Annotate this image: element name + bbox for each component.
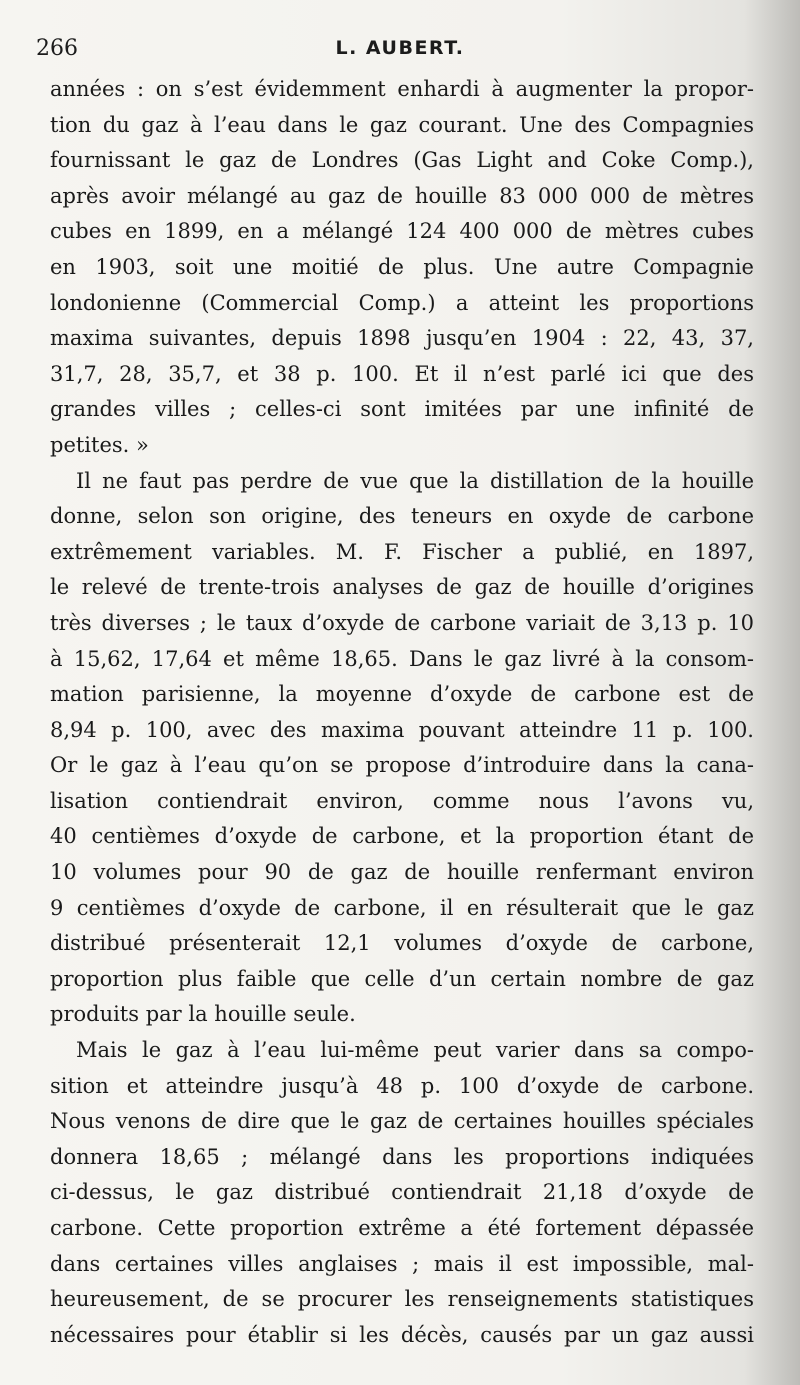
text-line: 9 centièmes d’oxyde de carbone, il en résulterait que le gaz (50, 895, 754, 920)
text-line: fournissant le gaz de Londres (Gas Light and Coke Comp.), (50, 148, 754, 173)
text-line: le relevé de trente-trois analyses de gaz de houille d’origines (50, 575, 754, 600)
page-number: 266 (36, 36, 78, 61)
text-line: nécessaires pour établir si les décès, causés par un gaz aussi (50, 1322, 754, 1347)
text-line: après avoir mélangé au gaz de houille 83 000 000 de mètres (50, 183, 754, 208)
text-line: lisation contiendrait environ, comme nous l’avons vu, (50, 788, 754, 813)
text-line: en 1903, soit une moitié de plus. Une autre Compagnie (50, 254, 754, 279)
text-line: maxima suivantes, depuis 1898 jusqu’en 1904 : 22, 43, 37, (50, 326, 754, 351)
text-line: 40 centièmes d’oxyde de carbone, et la proportion étant de (50, 824, 754, 849)
text-line: Il ne faut pas perdre de vue que la distillation de la houille (76, 468, 754, 493)
text-line: ci-dessus, le gaz distribué contiendrait 21,18 d’oxyde de (50, 1180, 754, 1205)
text-line: proportion plus faible que celle d’un certain nombre de gaz (50, 966, 754, 991)
text-line: Nous venons de dire que le gaz de certaines houilles spéciales (50, 1109, 754, 1134)
text-line: dans certaines villes anglaises ; mais il est impossible, mal- (50, 1251, 754, 1276)
text-line: années : on s’est évidemment enhardi à augmenter la propor- (50, 77, 754, 101)
text-line: londonienne (Commercial Comp.) a atteint les proportions (50, 290, 754, 315)
text-line: extrêmement variables. M. F. Fischer a publié, en 1897, (50, 539, 754, 564)
text-line: tion du gaz à l’eau dans le gaz courant. Une des Compagnies (50, 112, 754, 137)
text-line: 10 volumes pour 90 de gaz de houille renfermant environ (50, 860, 754, 885)
text-line: distribué présenterait 12,1 volumes d’oxyde de carbone, (50, 931, 754, 956)
text-line: petites. » (50, 432, 149, 457)
text-line: grandes villes ; celles-ci sont imitées par une infinité de (50, 397, 754, 422)
text-line: donne, selon son origine, des teneurs en oxyde de carbone (50, 504, 754, 529)
text-line: Or le gaz à l’eau qu’on se propose d’introduire dans la cana- (50, 753, 754, 778)
text-line: donnera 18,65 ; mélangé dans les proportions indiquées (50, 1144, 754, 1169)
text-line: 8,94 p. 100, avec des maxima pouvant atteindre 11 p. 100. (50, 717, 754, 742)
text-line: Mais le gaz à l’eau lui-même peut varier dans sa compo- (76, 1038, 754, 1063)
page-header (36, 36, 736, 66)
body-text (50, 72, 754, 1353)
text-line: 31,7, 28, 35,7, et 38 p. 100. Et il n’est parlé ici que des (50, 361, 754, 386)
text-line: carbone. Cette proportion extrême a été fortement dépassée (50, 1216, 754, 1240)
text-line: heureusement, de se procurer les renseignements statistiques (50, 1287, 754, 1312)
text-line: très diverses ; le taux d’oxyde de carbone variait de 3,13 p. 10 (50, 610, 754, 635)
text-line: cubes en 1899, en a mélangé 124 400 000 de mètres cubes (50, 219, 754, 244)
text-line: sition et atteindre jusqu’à 48 p. 100 d’oxyde de carbone. (50, 1073, 754, 1098)
text-line: produits par la houille seule. (50, 1002, 356, 1027)
text-line: mation parisienne, la moyenne d’oxyde de carbone est de (50, 682, 754, 707)
text-line: à 15,62, 17,64 et même 18,65. Dans le gaz livré à la consom- (50, 646, 754, 671)
running-head: L. AUBERT. (335, 37, 465, 59)
